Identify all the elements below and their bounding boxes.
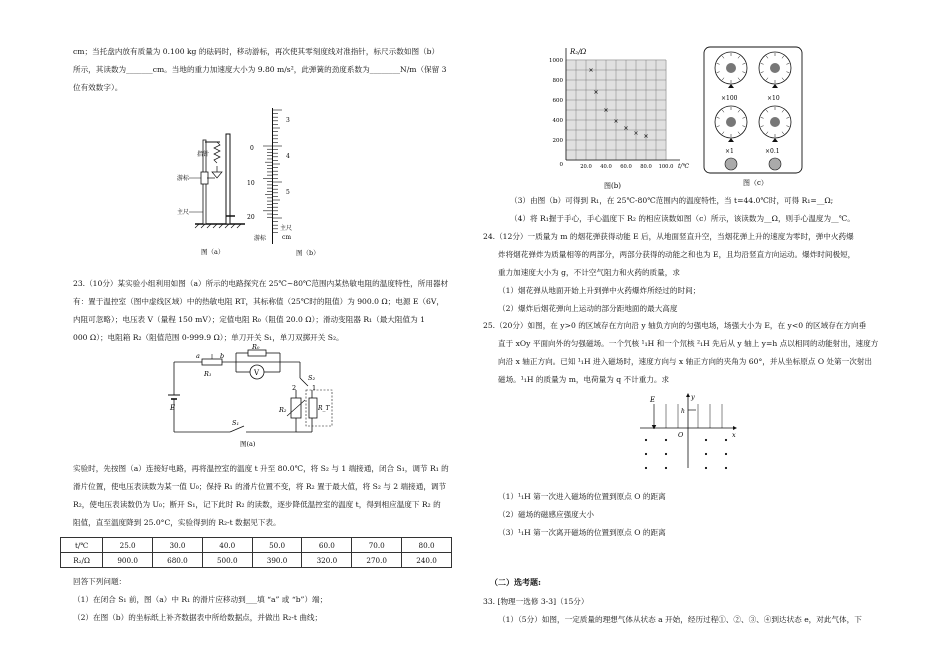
label-cm: cm — [282, 234, 292, 241]
label-h: h — [681, 408, 685, 415]
x-tick-label: 40.0 — [600, 164, 612, 170]
table-row — [61, 553, 452, 568]
paragraph-line: 位有效数字）。 — [73, 83, 123, 92]
y-tick-label: 400 — [552, 118, 563, 124]
question-24-line: 24.（12分）一质量为 m 的烟花弹获得动能 E 后，从地面竖直升空，当烟花弹上升的速度为零时，弹中火药爆 — [483, 232, 854, 241]
experiment-line: R₂，使电压表读数仍为 U₀；断开 S₁，记下此时 R₂ 的读数，逐步降低温控室的温度 t，得到相应温度下 R₂ 的 — [73, 500, 441, 509]
origin-label: 0 — [559, 162, 563, 168]
question-24-line: 炸将烟花弹炸为质量相等的两部分，两部分获得的动能之和也为 E，且均沿竖直方向运动。爆炸时间极短， — [498, 250, 856, 259]
label-S1: S₁ — [232, 419, 240, 427]
label-S2: S₂ — [308, 374, 316, 382]
chart-caption: 图(b) — [604, 182, 621, 190]
tick-5: 5 — [286, 189, 290, 196]
label-terminal-2: 2 — [292, 384, 297, 392]
label-O: O — [678, 431, 684, 439]
label-main: 主尺 — [280, 225, 293, 232]
question-line: （4）将 R₁握于手心，手心温度下 R₂ 的相应读数如图（c）所示，该读数为__Ω，则手心温度为__℃。 — [510, 214, 855, 223]
figure-caption: 图（a） — [201, 248, 225, 256]
question-25-line: 向沿 x 轴正方向。已知 ¹₁H 进入磁场时，速度方向与 x 轴正方向的夹角为 60°，并从坐标原点 O 处第一次射出 — [498, 357, 873, 366]
data-table — [60, 537, 452, 568]
y-tick-label: 200 — [552, 138, 563, 144]
question-33-heading: 33. [物理一选修 3-3]（15分） — [483, 597, 589, 606]
table-cell: 30.0 — [153, 538, 203, 553]
label-R2: R₂ — [279, 406, 287, 414]
dial-label-x0.1: ×0.1 — [765, 148, 780, 155]
tick-10: 10 — [247, 180, 255, 187]
y-tick-label: 600 — [552, 98, 563, 104]
question-23-line: 000 Ω）；电阻箱 R₂（阻值范围 0-999.9 Ω）；单刀开关 S₁，单刀双掷开关 S₂。 — [73, 333, 344, 342]
terminal — [725, 158, 737, 170]
answer-intro: 回答下列问题： — [73, 577, 127, 586]
question-24-line: （1）烟花弹从地面开始上升到弹中火药爆炸所经过的时间； — [498, 286, 701, 295]
experiment-line: 阻值，直至温度降到 25.0°C，实验得到的 R₂-t 数据见下表。 — [73, 518, 281, 527]
label-terminal-1: 1 — [312, 384, 317, 392]
label-y: y — [691, 393, 695, 401]
chart-r2-vs-t — [540, 44, 690, 192]
experiment-line: 实验时，先按图（a）连接好电路，再将温控室的温度 t 升至 80.0℃，将 S₂ 与 1 端接通，闭合 S₁，调节 R₁ 的 — [73, 464, 449, 473]
paragraph-line: cm；当托盘内放有质量为 0.100 kg 的砝码时，移动游标，再次使其零刻度线对准指针，标尺示数如图（b） — [73, 47, 440, 56]
label-R1: R₁ — [204, 370, 212, 378]
dial-caption: 图（c） — [743, 179, 768, 187]
tick-0: 0 — [250, 145, 254, 152]
table-cell: 80.0 — [402, 538, 452, 553]
table-cell: 25.0 — [103, 538, 153, 553]
answer-line: （2）在图（b）的坐标纸上补齐数据表中所给数据点，并做出 R₂-t 曲线； — [73, 613, 323, 622]
label-pointer: 指针 — [197, 151, 210, 158]
table-cell: 270.0 — [352, 553, 402, 568]
table-cell: 40.0 — [202, 538, 252, 553]
x-tick-label: 20.0 — [580, 164, 592, 170]
question-25-line: 磁场。¹₁H 的质量为 m，电荷量为 q 不计重力。求 — [498, 375, 670, 384]
voltmeter-symbol: V — [254, 369, 260, 377]
x-tick-label: 60.0 — [620, 164, 632, 170]
dial-label-x100: ×100 — [721, 95, 738, 102]
table-cell: 60.0 — [302, 538, 352, 553]
paragraph-line: 所示，其读数为_______cm。当地的重力加速度大小为 9.80 m/s²，此弹簧的劲度系数为________N/m（保留 3 — [73, 65, 447, 74]
tick-4: 4 — [286, 153, 290, 160]
answer-line: （1）在闭合 S₁ 前，图（a）中 R₁ 的滑片应移动到___填 “a” 或 “b”）端； — [73, 595, 328, 604]
question-25-part: （3）¹₁H 第一次离开磁场的位置到原点 O 的距离 — [498, 528, 666, 537]
figure-spring-apparatus — [175, 128, 255, 258]
label-vernier: 游标 — [254, 235, 267, 242]
question-25-line: 直于 xOy 平面向外的匀强磁场。一个氕核 ¹₁H 和一个氘核 ²₁H 先后从 y 轴上 y=h 点以相同的动能射出，速度方 — [498, 339, 879, 348]
tick-3: 3 — [286, 117, 290, 124]
label-b: b — [220, 352, 225, 360]
question-line: （3）由图（b）可得到 R₁，在 25℃-80℃范围内的温度特性，当 t=44.0℃时，可得 R₁=__Ω; — [510, 196, 834, 205]
y-axis-label: R₂/Ω — [570, 48, 587, 56]
label-E: E — [170, 404, 176, 412]
circuit-diagram — [160, 343, 350, 450]
y-tick-label: 800 — [552, 78, 563, 84]
section-heading: （二）选考题: — [490, 577, 541, 587]
label-RT: R_T — [318, 405, 330, 412]
label-x: x — [732, 431, 736, 439]
table-cell: 240.0 — [402, 553, 452, 568]
question-25-line: 25.（20分）如图，在 y>0 的区域存在方向沿 y 轴负方向的匀强电场，场强大小为 E，在 y<0 的区域存在方向垂 — [483, 321, 867, 330]
table-cell: 390.0 — [252, 553, 302, 568]
table-cell: 500.0 — [202, 553, 252, 568]
figure-caption: 图(a) — [240, 440, 256, 448]
table-cell: 70.0 — [352, 538, 402, 553]
table-cell: 320.0 — [302, 553, 352, 568]
question-24-line: （2）爆炸后烟花弹向上运动的部分距地面的最大高度 — [498, 304, 678, 313]
table-cell: R₂/Ω — [61, 553, 103, 568]
terminal — [769, 158, 781, 170]
x-tick-label: 80.0 — [640, 164, 652, 170]
label-a: a — [196, 352, 200, 360]
question-25-part: （2）磁场的磁感应强度大小 — [498, 510, 594, 519]
figure-vernier-reading — [246, 106, 306, 258]
experiment-line: 滑片位置，使电压表读数为某一值 U₀；保持 R₁ 的滑片位置不变，将 R₂ 置于最大值，将 S₂ 与 2 端接通，调节 — [73, 482, 447, 491]
question-23-line: 有：置于温控室（图中虚线区域）中的热敏电阻 RT，其标称值（25℃时的阻值）为 900.0 Ω；电源 E（6V， — [73, 297, 444, 306]
y-tick-label: 1000 — [549, 58, 563, 64]
question-33-line: （1）（5分）如图，一定质量的理想气体从状态 a 开始，经历过程①、②、③、④到达状态 e，对此气体，下 — [498, 615, 862, 624]
table-cell: 680.0 — [153, 553, 203, 568]
label-main-scale: 主尺 — [177, 209, 190, 216]
tick-20: 20 — [247, 214, 255, 221]
figure-caption: 图（b） — [296, 249, 320, 257]
x-tick-label: 100.0 — [658, 164, 674, 170]
question-23-line: 内阻可忽略）；电压表 V（量程 150 mV）；定值电阻 R₀（阻值 20.0 Ω）；滑动变阻器 R₁（最大阻值为 1 — [73, 315, 425, 324]
table-cell: 50.0 — [252, 538, 302, 553]
question-23-line: 23.（10分）某实验小组利用如图（a）所示的电路探究在 25℃~80℃范围内某热敏电阻的温度特性，所用器材 — [73, 279, 449, 288]
field-diagram — [632, 392, 742, 472]
question-24-line: 重力加速度大小为 g，不计空气阻力和火药的质量，求 — [498, 268, 680, 277]
label-E: E — [650, 396, 656, 404]
dial-label-x10: ×10 — [767, 95, 780, 102]
table-row — [61, 538, 452, 553]
label-vernier: 游标 — [177, 175, 190, 182]
table-cell: t/℃ — [61, 538, 103, 553]
table-cell: 900.0 — [103, 553, 153, 568]
resistance-box-dials — [703, 46, 803, 186]
question-25-part: （1）¹₁H 第一次进入磁场的位置到原点 O 的距离 — [498, 492, 666, 501]
dial-label-x1: ×1 — [725, 148, 734, 155]
x-axis-label: t/℃ — [678, 163, 690, 170]
label-R0: R₀ — [252, 343, 260, 351]
